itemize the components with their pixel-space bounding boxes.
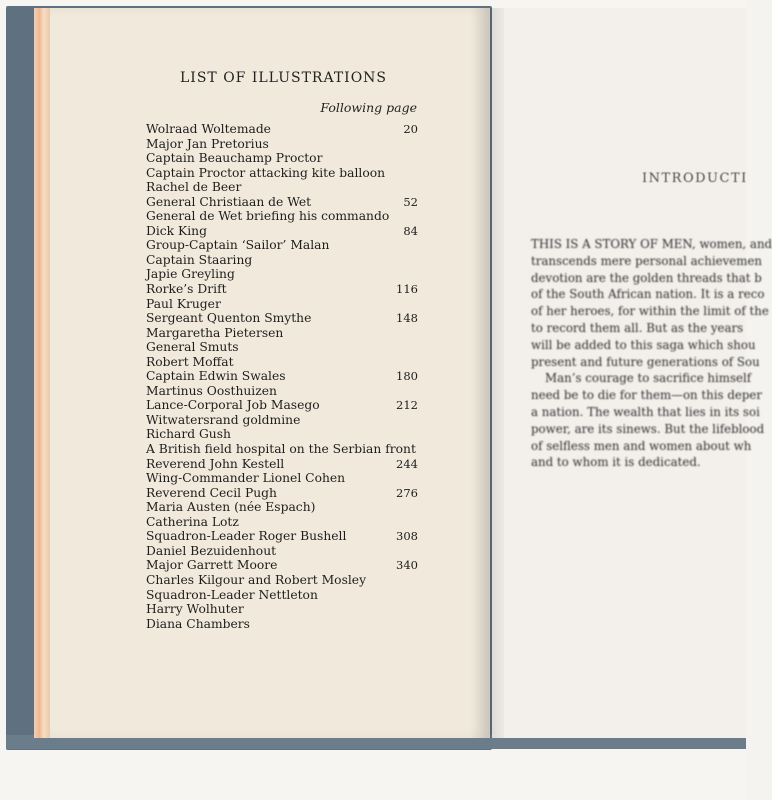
illustration-name: Charles Kilgour and Robert Mosley xyxy=(146,572,367,587)
illustration-entry xyxy=(146,166,418,181)
introduction-line: transcends mere personal achievemen xyxy=(531,253,763,268)
introduction-line: Man’s courage to sacrifice himself xyxy=(545,371,752,386)
illustration-entry xyxy=(146,137,418,152)
illustration-name: Major Garrett Moore xyxy=(146,558,278,573)
introduction-line: need be to die for them—on this deper xyxy=(531,388,763,403)
illustration-name: Captain Staaring xyxy=(146,252,253,267)
illustration-entry xyxy=(146,384,418,399)
illustration-name: A British field hospital on the Serbian front xyxy=(146,442,416,457)
illustration-name: Sergeant Quenton Smythe xyxy=(146,311,312,326)
illustration-name: Major Jan Pretorius xyxy=(146,136,269,151)
introduction-line: of the South African nation. It is a reco xyxy=(531,287,765,302)
illustration-name: Margaretha Pietersen xyxy=(146,325,284,340)
illustration-name: Daniel Bezuidenhout xyxy=(146,543,277,558)
illustration-page-number: 180 xyxy=(396,369,418,384)
illustration-name: Rorke’s Drift xyxy=(146,282,227,297)
illustration-name: General Smuts xyxy=(146,340,239,355)
introduction-line: power, are its sinews. But the lifeblood xyxy=(531,421,765,436)
introduction-line: to record them all. But as the years xyxy=(531,320,744,335)
following-page-header: Following page xyxy=(320,100,417,115)
illustration-entry xyxy=(146,471,418,486)
illustration-name: Reverend Cecil Pugh xyxy=(146,485,277,500)
illustration-entry xyxy=(146,267,418,282)
illustration-entry xyxy=(146,486,418,501)
illustration-page-number: 20 xyxy=(403,122,418,136)
illustration-name: Wolraad Woltemade xyxy=(146,122,271,136)
illustration-page-number: 212 xyxy=(396,398,418,413)
illustration-page-number: 148 xyxy=(396,311,418,326)
introduction-title: INTRODUCTI xyxy=(642,171,748,186)
illustration-entry xyxy=(146,195,418,210)
illustration-entry xyxy=(146,340,418,355)
illustration-entry xyxy=(146,180,418,195)
illustration-page-number: 244 xyxy=(396,456,418,471)
illustration-entry xyxy=(146,282,418,297)
illustration-name: Harry Wolhuter xyxy=(146,602,244,617)
introduction-line: present and future generations of Sou xyxy=(531,354,760,369)
page-edges xyxy=(34,8,50,738)
illustration-page-number: 52 xyxy=(403,194,418,209)
illustration-name: Catherina Lotz xyxy=(146,514,239,529)
introduction-line: of her heroes, for within the limit of the xyxy=(531,304,769,319)
introduction-line: will be added to this saga which shou xyxy=(531,337,756,352)
illustration-name: Squadron-Leader Roger Bushell xyxy=(146,529,347,544)
illustration-name: Squadron-Leader Nettleton xyxy=(146,587,318,602)
illustration-page-number: 84 xyxy=(403,223,418,238)
illustration-entry xyxy=(146,588,418,603)
illustration-name: Captain Proctor attacking kite balloon xyxy=(146,165,386,180)
illustration-name: Robert Moffat xyxy=(146,354,234,369)
illustration-entry xyxy=(146,558,418,573)
illustration-name: General Christiaan de Wet xyxy=(146,194,312,209)
illustration-name: Rachel de Beer xyxy=(146,180,242,195)
illustration-name: Wing-Commander Lionel Cohen xyxy=(146,471,346,486)
introduction-line: a nation. The wealth that lies in its soi xyxy=(531,404,760,419)
illustration-entry xyxy=(146,369,418,384)
illustration-entry xyxy=(146,544,418,559)
illustration-entry xyxy=(146,500,418,515)
introduction-line: and to whom it is dedicated. xyxy=(531,455,701,470)
illustration-entry xyxy=(146,529,418,544)
illustration-entry xyxy=(146,224,418,239)
illustration-entry xyxy=(146,427,418,442)
illustration-entry xyxy=(146,122,418,137)
illustration-page-number: 340 xyxy=(396,558,418,573)
illustration-page-number: 116 xyxy=(396,282,418,297)
illustration-name: Group-Captain ‘Sailor’ Malan xyxy=(146,238,330,253)
introduction-line: of selfless men and women about wh xyxy=(531,438,752,453)
illustration-entry xyxy=(146,151,418,166)
illustration-entry xyxy=(146,297,418,312)
illustration-entry xyxy=(146,398,418,413)
illustration-name: Lance-Corporal Job Masego xyxy=(146,398,320,413)
illustration-name: Captain Edwin Swales xyxy=(146,369,286,384)
illustration-name: General de Wet briefing his commando xyxy=(146,209,390,224)
illustration-entry xyxy=(146,238,418,253)
illustration-page-number: 308 xyxy=(396,529,418,544)
illustration-name: Richard Gush xyxy=(146,427,231,442)
illustration-name: Martinus Oosthuizen xyxy=(146,383,277,398)
illustration-entry xyxy=(146,515,418,530)
illustration-entry xyxy=(146,209,418,224)
introduction-text xyxy=(531,236,772,471)
introduction-line: devotion are the golden threads that b xyxy=(531,270,762,285)
illustration-entry xyxy=(146,442,418,457)
illustration-name: Japie Greyling xyxy=(146,267,235,282)
illustration-name: Paul Kruger xyxy=(146,296,221,311)
illustration-name: Diana Chambers xyxy=(146,616,250,631)
book-gutter xyxy=(470,8,504,738)
illustration-name: Dick King xyxy=(146,223,207,238)
illustration-name: Captain Beauchamp Proctor xyxy=(146,151,323,166)
illustration-entry xyxy=(146,253,418,268)
illustration-entry xyxy=(146,573,418,588)
introduction-line: THIS IS A STORY OF MEN, women, and xyxy=(531,237,772,251)
illustration-entry xyxy=(146,413,418,428)
illustration-name: Reverend John Kestell xyxy=(146,456,285,471)
illustration-name: Maria Austen (née Espach) xyxy=(146,500,316,515)
illustration-name: Witwatersrand goldmine xyxy=(146,412,301,427)
illustration-entry xyxy=(146,355,418,370)
illustrations-list xyxy=(146,122,418,631)
list-of-illustrations-title: LIST OF ILLUSTRATIONS xyxy=(180,70,388,86)
illustration-entry xyxy=(146,617,418,632)
illustration-entry xyxy=(146,326,418,341)
illustration-entry xyxy=(146,457,418,472)
illustration-entry xyxy=(146,311,418,326)
illustration-page-number: 276 xyxy=(396,485,418,500)
illustration-entry xyxy=(146,602,418,617)
